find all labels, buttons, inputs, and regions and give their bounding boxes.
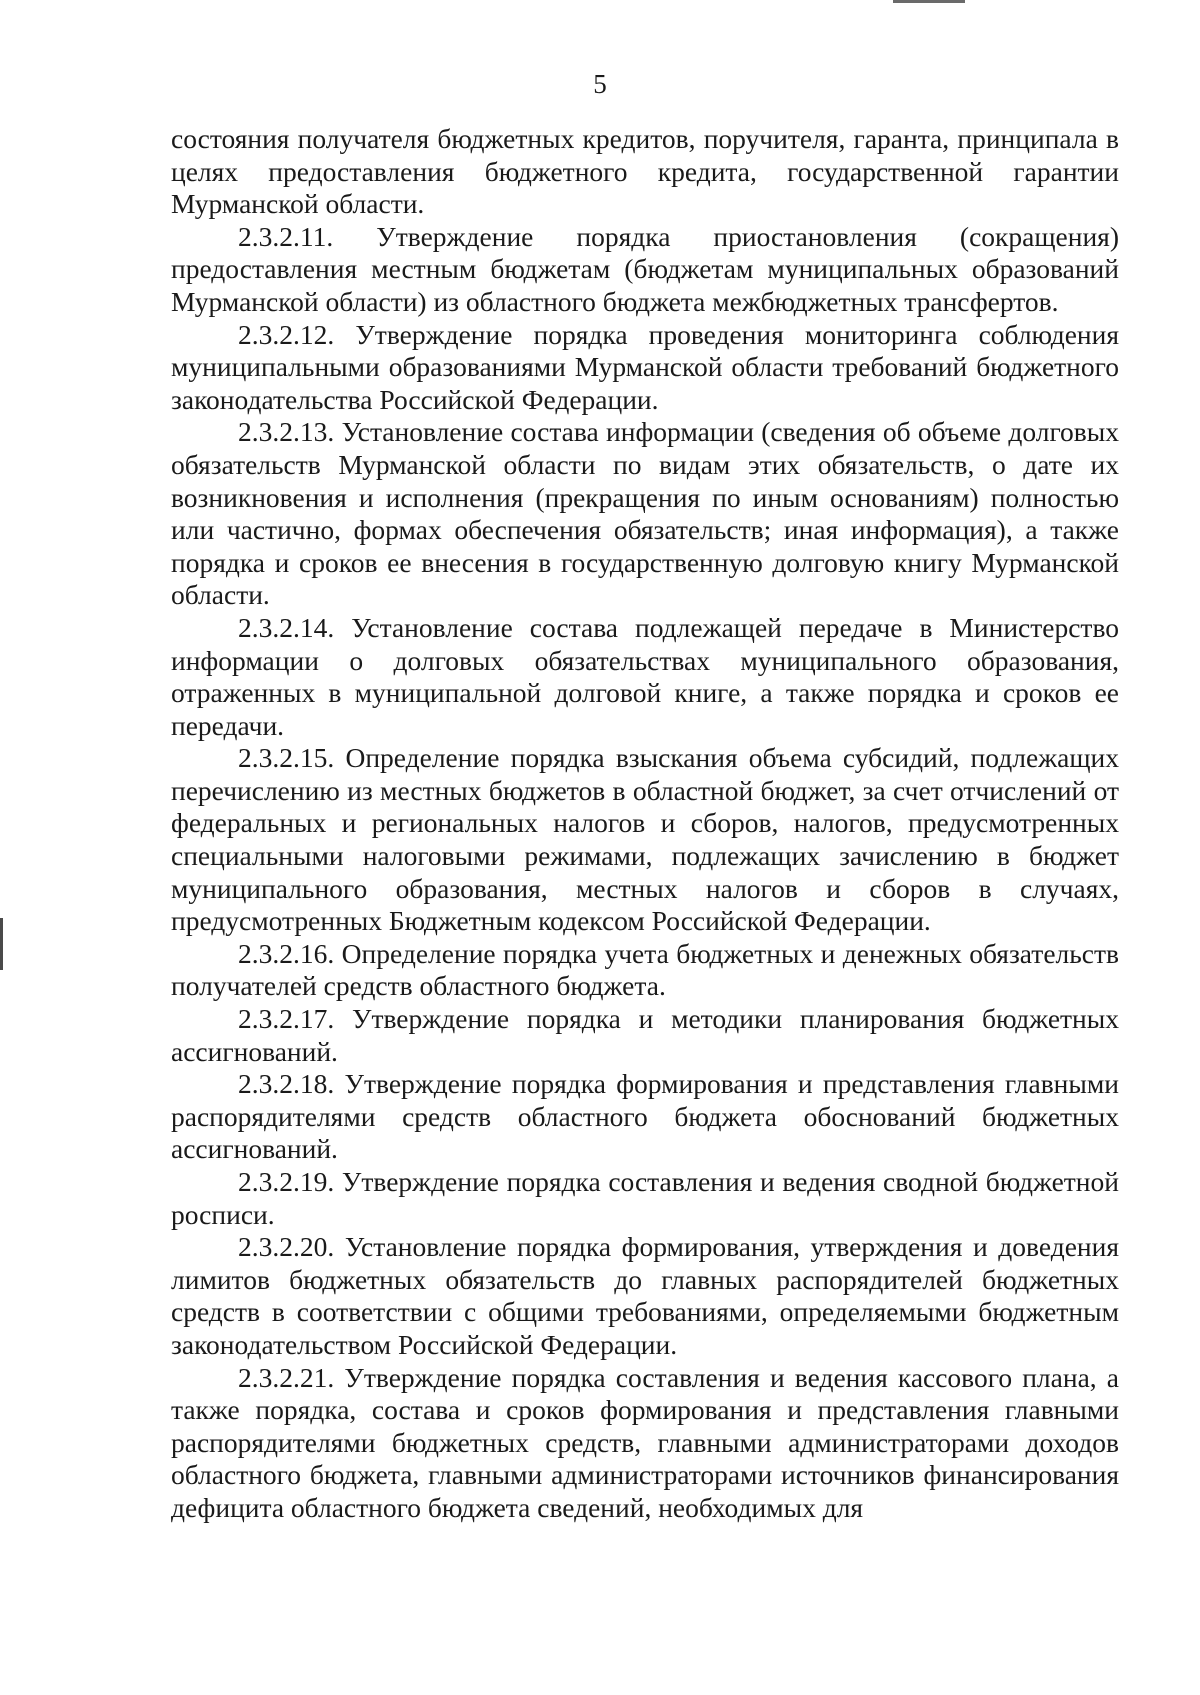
paragraph: 2.3.2.18. Утверждение порядка формирования и представления главными распорядителями средств областного бюджета обоснований бюджетных ассигнований.: [171, 1068, 1119, 1165]
scan-edge-mark-top: [893, 0, 965, 3]
paragraph: 2.3.2.14. Установление состава подлежащей передаче в Министерство информации о долговых обязательствах муниципального образования, отраженных в муниципальной долговой книге, а также порядка и сроков ее передачи.: [171, 611, 1119, 741]
paragraph: 2.3.2.16. Определение порядка учета бюджетных и денежных обязательств получателей средств областного бюджета.: [171, 937, 1119, 1002]
paragraph: 2.3.2.13. Установление состава информации (сведения об объеме долговых обязательств Мурманской области по видам этих обязательств, о дате их возникновения и исполнения (прекращения по иным основаниям) полностью или частично, формах обеспечения обязательств; иная информация), а также порядка и сроков ее внесения в государственную долговую книгу Мурманской области.: [171, 416, 1119, 611]
paragraph: 2.3.2.17. Утверждение порядка и методики планирования бюджетных ассигнований.: [171, 1003, 1119, 1067]
scan-edge-mark-left: [0, 918, 3, 970]
paragraph: 2.3.2.11. Утверждение порядка приостановления (сокращения) предоставления местным бюджетам (бюджетам муниципальных образований Мурманской области) из областного бюджета межбюджетных трансфертов.: [171, 220, 1119, 317]
paragraph: 2.3.2.12. Утверждение порядка проведения мониторинга соблюдения муниципальными образованиями Мурманской области требований бюджетного законодательства Российской Федерации.: [171, 318, 1119, 415]
paragraph: 2.3.2.20. Установление порядка формирования, утверждения и доведения лимитов бюджетных обязательств до главных распорядителей бюджетных средств в соответствии с общими требованиями, определяемыми бюджетным законодательством Российской Федерации.: [171, 1231, 1119, 1360]
paragraph: 2.3.2.15. Определение порядка взыскания объема субсидий, подлежащих перечислению из местных бюджетов в областной бюджет, за счет отчислений от федеральных и региональных налогов и сборов, налогов, предусмотренных специальными налоговыми режимами, подлежащих зачислению в бюджет муниципального образования, местных налогов и сборов в случаях, предусмотренных Бюджетным кодексом Российской Федерации.: [171, 742, 1119, 937]
paragraph: состояния получателя бюджетных кредитов, поручителя, гаранта, принципала в целях предоставления бюджетного кредита, государственной гарантии Мурманской области.: [171, 123, 1119, 220]
document-body: [171, 123, 1119, 1525]
page-number: 5: [593, 69, 607, 99]
paragraph: 2.3.2.21. Утверждение порядка составления и ведения кассового плана, а также порядка, состава и сроков формирования и представления главными распорядителями бюджетных средств, главными администраторами доходов областного бюджета, главными администраторами источников финансирования дефицита областного бюджета сведений, необходимых для: [171, 1361, 1119, 1523]
paragraph: 2.3.2.19. Утверждение порядка составления и ведения сводной бюджетной росписи.: [171, 1166, 1119, 1230]
